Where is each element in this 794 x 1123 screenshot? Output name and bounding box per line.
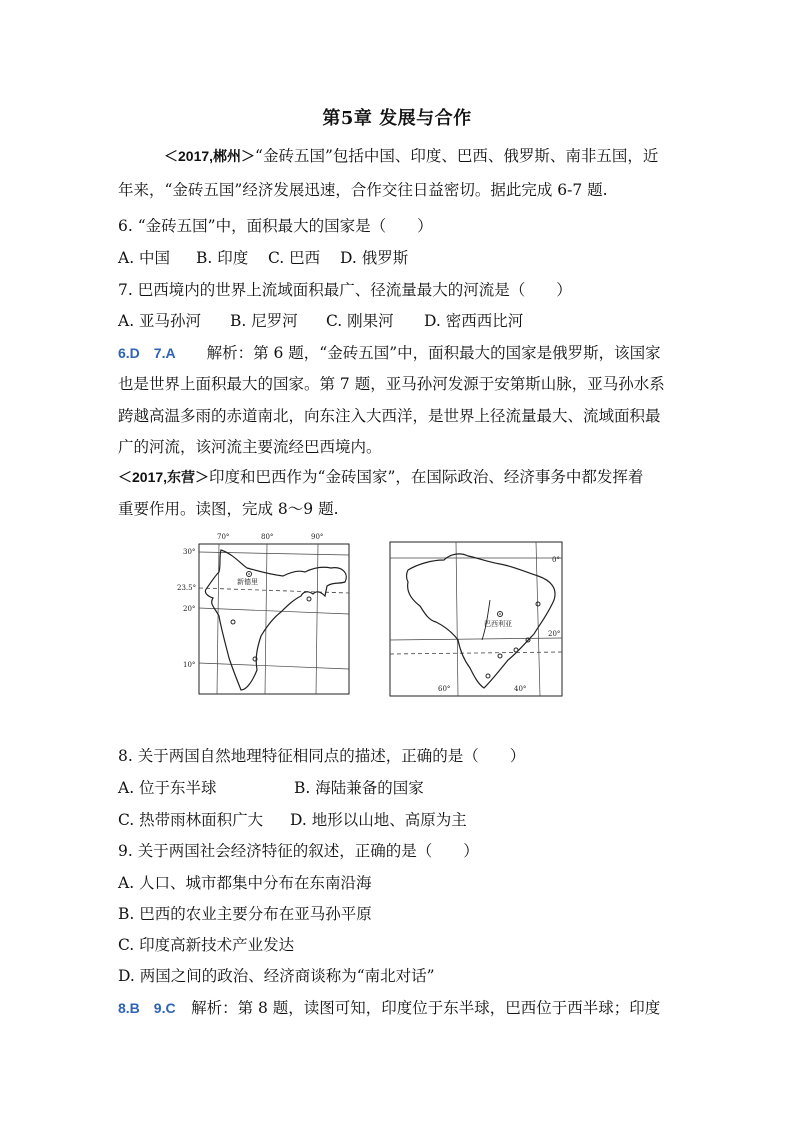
option-b: B. 尼罗河 bbox=[230, 312, 298, 330]
option-d: D. 地形以山地、高原为主 bbox=[290, 811, 467, 829]
lon-label: 80° bbox=[261, 533, 274, 541]
lon-label: 70° bbox=[217, 533, 230, 541]
question-7-stem: 7. 巴西境内的世界上流域面积最广、径流量最大的河流是（ ） bbox=[118, 281, 572, 299]
intro-8-9-line-1 bbox=[118, 467, 683, 487]
option-c: C. 热带雨林面积广大 bbox=[118, 811, 264, 829]
question-8-options-row-1 bbox=[118, 778, 683, 798]
india-map-figure bbox=[175, 530, 355, 700]
analysis-text: 解析：第 6 题，“金砖五国”中，面积最大的国家是俄罗斯，该国家 bbox=[175, 344, 661, 362]
question-9-option-d: D. 两国之间的政治、经济商谈称为“南北对话” bbox=[118, 967, 435, 985]
intro-text: “金砖五国”包括中国、印度、巴西、俄罗斯、南非五国，近 bbox=[255, 147, 659, 165]
option-d: D. 俄罗斯 bbox=[340, 249, 409, 267]
intro-6-7-line-1 bbox=[164, 146, 729, 166]
intro-6-7-line-2: 年来，“金砖五国”经济发展迅速，合作交往日益密切。据此完成 6-7 题. bbox=[118, 181, 608, 199]
answer-6-7-line-2: 也是世界上面积最大的国家。第 7 题，亚马孙河发源于安第斯山脉，亚马孙水系 bbox=[118, 375, 665, 393]
brazil-map-figure bbox=[388, 530, 568, 700]
lat-label: 0° bbox=[552, 556, 560, 564]
intro-8-9-line-2: 重要作用。读图，完成 8～9 题. bbox=[118, 500, 339, 518]
question-9-option-c: C. 印度高新技术产业发达 bbox=[118, 936, 295, 954]
question-9-stem: 9. 关于两国社会经济特征的叙述，正确的是（ ） bbox=[118, 842, 479, 860]
lat-label: 23.5° bbox=[177, 584, 197, 592]
analysis-text: 解析：第 8 题，读图可知，印度位于东半球，巴西位于西半球；印度 bbox=[175, 999, 661, 1017]
question-6-stem: 6. “金砖五国”中，面积最大的国家是（ ） bbox=[118, 217, 433, 235]
option-b: B. 印度 bbox=[196, 249, 249, 267]
chapter-title: 第5章 发展与合作 bbox=[322, 108, 472, 129]
question-7-options bbox=[118, 311, 683, 331]
lon-label: 60° bbox=[438, 685, 451, 693]
option-a: A. 中国 bbox=[118, 249, 171, 267]
option-b: B. 海陆兼备的国家 bbox=[294, 779, 424, 797]
answer-key: 8.B 9.C bbox=[118, 1000, 176, 1016]
source-tag: ＜2017,郴州＞ bbox=[164, 148, 256, 164]
lat-label: 20° bbox=[183, 605, 196, 613]
answer-8-9-line-1 bbox=[118, 998, 683, 1018]
question-9-option-a: A. 人口、城市都集中分布在东南沿海 bbox=[118, 874, 372, 892]
question-6-options bbox=[118, 248, 683, 268]
lat-label: 20° bbox=[548, 630, 561, 638]
option-a: A. 位于东半球 bbox=[118, 779, 217, 797]
source-tag: ＜2017,东营＞ bbox=[118, 469, 210, 485]
india-map bbox=[175, 530, 355, 700]
lon-label: 90° bbox=[311, 533, 324, 541]
city-label-brasilia: 巴西利亚 bbox=[484, 620, 512, 628]
answer-6-7-line-4: 广的河流，该河流主要流经巴西境内。 bbox=[118, 438, 382, 456]
lat-label: 30° bbox=[183, 548, 196, 556]
question-9-option-b: B. 巴西的农业主要分布在亚马孙平原 bbox=[118, 905, 372, 923]
question-8-options-row-2 bbox=[118, 810, 683, 830]
brazil-map bbox=[388, 530, 568, 700]
option-d: D. 密西西比河 bbox=[424, 312, 524, 330]
answer-6-7-line-3: 跨越高温多雨的赤道南北，向东注入大西洋，是世界上径流量最大、流域面积最 bbox=[118, 407, 661, 425]
intro-text: 印度和巴西作为“金砖国家”，在国际政治、经济事务中都发挥着 bbox=[209, 468, 644, 486]
option-c: C. 刚果河 bbox=[326, 312, 394, 330]
question-8-stem: 8. 关于两国自然地理特征相同点的描述，正确的是（ ） bbox=[118, 747, 526, 765]
lon-label: 40° bbox=[514, 685, 527, 693]
city-label-new-delhi: 新德里 bbox=[237, 578, 258, 586]
lat-label: 10° bbox=[183, 661, 196, 669]
answer-6-7-line-1 bbox=[118, 343, 683, 363]
option-a: A. 亚马孙河 bbox=[118, 312, 202, 330]
answer-key: 6.D 7.A bbox=[118, 345, 176, 361]
option-c: C. 巴西 bbox=[268, 249, 321, 267]
